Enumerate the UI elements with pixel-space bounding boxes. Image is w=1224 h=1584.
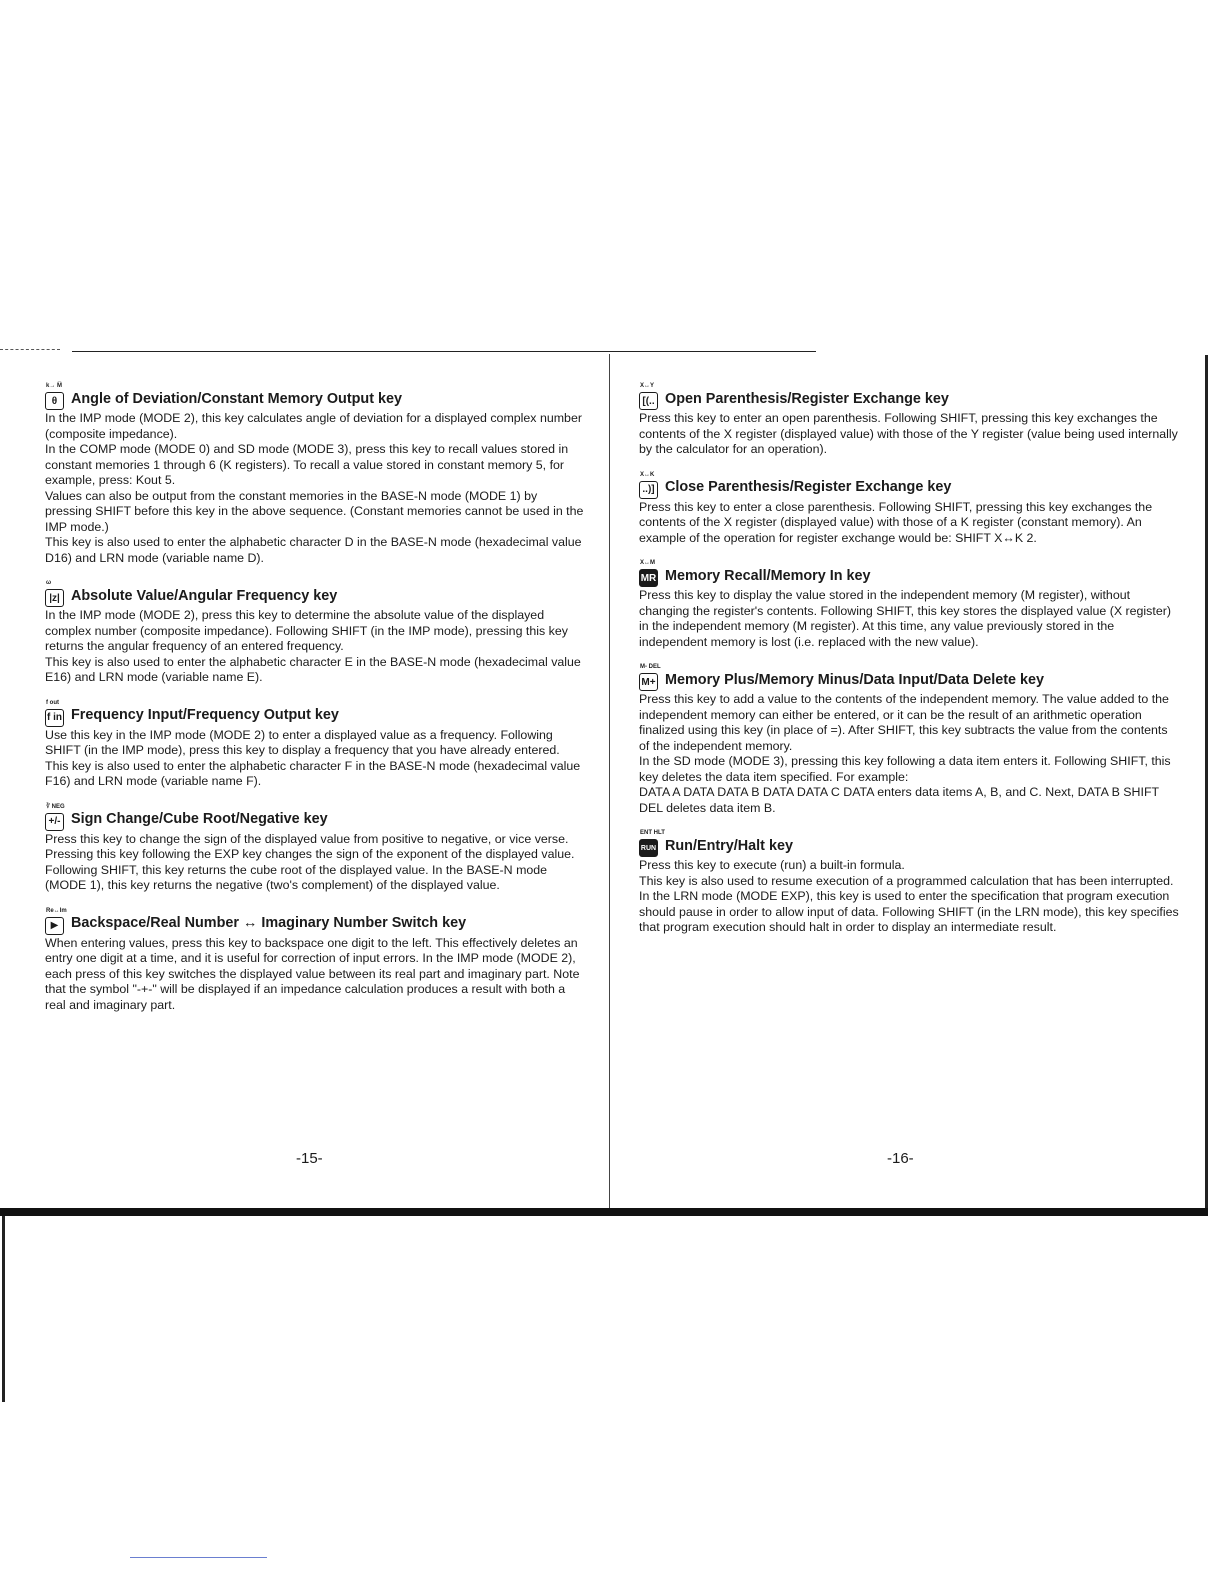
paragraph: DATA A DATA DATA B DATA DATA C DATA enters data items A, B, and C. Next, DATA B SHIFT DEL deletes data item B. <box>639 785 1159 815</box>
paragraph: This key is also used to enter the alphabetic character F in the BASE-N mode (hexadecimal value F16) and LRN mode (variable name F). <box>45 758 581 788</box>
section-heading <box>639 830 1179 857</box>
section-close-parenthesis <box>639 471 1179 547</box>
bottom-edge-band <box>0 1208 1208 1216</box>
left-edge-bar <box>2 1216 5 1402</box>
paragraph: Values can also be output from the constant memories in the BASE-N mode (MODE 1) by pressing SHIFT before this key in the above sequence. (Constant memories cannot be used in the IMP mode.) <box>45 488 584 534</box>
key-legend: X↔M <box>640 560 655 566</box>
right-page <box>639 383 1179 955</box>
sign-change-key-icon: ∛ NEG +/- <box>45 813 64 831</box>
top-rule <box>72 351 816 352</box>
paragraph: Press this key to add a value to the contents of the independent memory. The value added to the independent memory can either be entered, or it can be the result of an arithmetic operation finalized using this key (in place of =). After SHIFT, this key subtracts the value from the contents of the independent memory. <box>639 692 1169 753</box>
key-legend: X↔K <box>640 471 655 478</box>
section-title: Frequency Input/Frequency Output key <box>71 707 339 723</box>
paragraph: Press this key to enter an open parenthesis. Following SHIFT, pressing this key exchanges the contents of the X register (displayed value) with those of the Y register (value being used internally by the calculator for an operation). <box>639 411 1178 456</box>
section-backspace <box>45 907 585 1014</box>
top-rule-fragment <box>0 349 60 350</box>
absolute-value-key-icon: ω |z| <box>45 589 64 607</box>
paragraph: Press this key to display the value stored in the independent memory (M register), without changing the register's contents. Following SHIFT, this key stores the displayed value (X register) in the independent memory (M register). At this time, any value previously stored in the independent memory is lost (i.e. replaced with the new value). <box>639 588 1171 649</box>
key-legend: k→ M̅ <box>46 383 63 389</box>
paragraph: This key is also used to resume execution of a programmed calculation that has been interrupted. <box>639 873 1174 888</box>
section-absolute-value <box>45 580 585 686</box>
section-angle-deviation <box>45 383 585 566</box>
section-heading <box>45 699 585 727</box>
theta-key-icon: k→ M̅ θ <box>45 392 64 410</box>
section-title: Angle of Deviation/Constant Memory Output key <box>71 390 403 407</box>
key-legend: ω <box>46 580 52 586</box>
close-parenthesis-key-icon: X↔K ..)] <box>639 481 658 499</box>
section-title: Sign Change/Cube Root/Negative key <box>71 811 328 827</box>
paragraph: In the COMP mode (MODE 0) and SD mode (MODE 3), press this key to recall values stored in constant memories 1 through 6 (K registers). To recall a value stored in constant memory 5, for example, press: Kout 5. <box>45 442 569 487</box>
section-title: Backspace/Real Number ↔ Imaginary Number Switch key <box>71 915 467 931</box>
memory-plus-key-icon: M- DEL M+ <box>639 673 658 691</box>
section-heading <box>639 471 1179 499</box>
paragraph: In the IMP mode (MODE 2), press this key to determine the absolute value of the displayed complex number (composite impedance). Following SHIFT (in the IMP mode), pressing this key returns the angular frequency of an entered frequency. <box>45 608 568 653</box>
page-spine <box>609 354 610 1216</box>
paragraph: Pressing this key following the EXP key changes the sign of the exponent of the displayed value. Following SHIFT, this key returns the cube root of the displayed value. In the BASE-N mode (MODE 1), this key returns the negative (two's complement) of the displayed value. <box>45 847 575 892</box>
paragraph: In the IMP mode (MODE 2), this key calculates angle of deviation for a displayed complex number (composite impedance). <box>45 411 582 441</box>
section-sign-change <box>45 803 585 894</box>
section-heading <box>45 383 585 410</box>
section-memory-recall <box>639 560 1179 650</box>
key-legend: ∛ NEG <box>46 803 65 810</box>
key-legend: M- DEL <box>640 664 661 670</box>
paragraph: In the LRN mode (MODE EXP), this key is used to enter the specification that program execution should pause in order to allow input of data. Following SHIFT (in the LRN mode), this key specifies that program execution should halt in order to display an intermediate result. <box>639 889 1179 934</box>
paragraph: Press this key to execute (run) a built-in formula. <box>639 858 905 872</box>
section-heading <box>639 383 1179 410</box>
section-heading <box>639 664 1179 691</box>
backspace-key-icon: Re↔Im ▶ <box>45 917 64 935</box>
page-number-left: -15- <box>296 1150 323 1167</box>
key-legend: X↔Y <box>640 383 655 389</box>
key-legend: ENT HLT <box>640 830 665 836</box>
paragraph: This key is also used to enter the alphabetic character D in the BASE-N mode (hexadecimal value D16) and LRN mode (variable name D). <box>45 535 582 565</box>
paragraph: This key is also used to enter the alphabetic character E in the BASE-N mode (hexadecimal value E16) and LRN mode (variable name E). <box>45 654 581 684</box>
section-title: Memory Recall/Memory In key <box>665 567 871 584</box>
section-run-entry-halt <box>639 830 1179 936</box>
section-heading <box>639 560 1179 587</box>
paragraph: Press this key to enter a close parenthesis. Following SHIFT, pressing this key exchanges the contents of the X register (displayed value) with those of a K register (constant memory). An example of the operation for register exchange would be: SHIFT X↔K 2. <box>639 499 1153 545</box>
section-title: Memory Plus/Memory Minus/Data Input/Data Delete key <box>665 671 1045 688</box>
section-frequency <box>45 699 585 790</box>
open-parenthesis-key-icon: X↔Y [(.. <box>639 392 658 410</box>
paragraph: In the SD mode (MODE 3), pressing this key following a data item enters it. Following SHIFT, this key deletes the data item specified. For example: <box>639 754 1171 784</box>
section-heading <box>45 907 585 935</box>
section-memory-plus <box>639 664 1179 816</box>
right-edge-bar <box>1205 355 1208 1213</box>
scan-artifact-line <box>130 1557 267 1558</box>
frequency-key-icon: f out f in <box>45 709 64 727</box>
section-title: Open Parenthesis/Register Exchange key <box>665 390 949 407</box>
paragraph: When entering values, press this key to backspace one digit to the left. This effectively deletes an entry one digit at a time, and it is useful for correction of input errors. In the IMP mode (MODE 2), each press of this key switches the displayed value between its real part and imaginary part. Note that the symbol "-+-" will be displayed if an impedance calculation produces a result with both a real and imaginary part. <box>45 935 580 1012</box>
key-legend: Re↔Im <box>46 907 67 914</box>
left-page <box>45 383 585 1032</box>
section-heading <box>45 803 585 831</box>
paragraph: Use this key in the IMP mode (MODE 2) to enter a displayed value as a frequency. Following SHIFT (in the IMP mode), press this key to display a frequency that you have already entered. <box>45 727 560 757</box>
section-heading <box>45 580 585 607</box>
paragraph: Press this key to change the sign of the displayed value from positive to negative, or vice verse. <box>45 831 569 846</box>
memory-recall-key-icon: X↔M MR <box>639 569 658 587</box>
section-title: Absolute Value/Angular Frequency key <box>71 587 338 604</box>
run-key-icon: ENT HLT RUN <box>639 839 658 857</box>
section-open-parenthesis <box>639 383 1179 458</box>
section-title: Close Parenthesis/Register Exchange key <box>665 479 952 495</box>
page-number-right: -16- <box>887 1150 914 1167</box>
section-title: Run/Entry/Halt key <box>665 837 793 854</box>
key-legend: f out <box>46 699 59 706</box>
